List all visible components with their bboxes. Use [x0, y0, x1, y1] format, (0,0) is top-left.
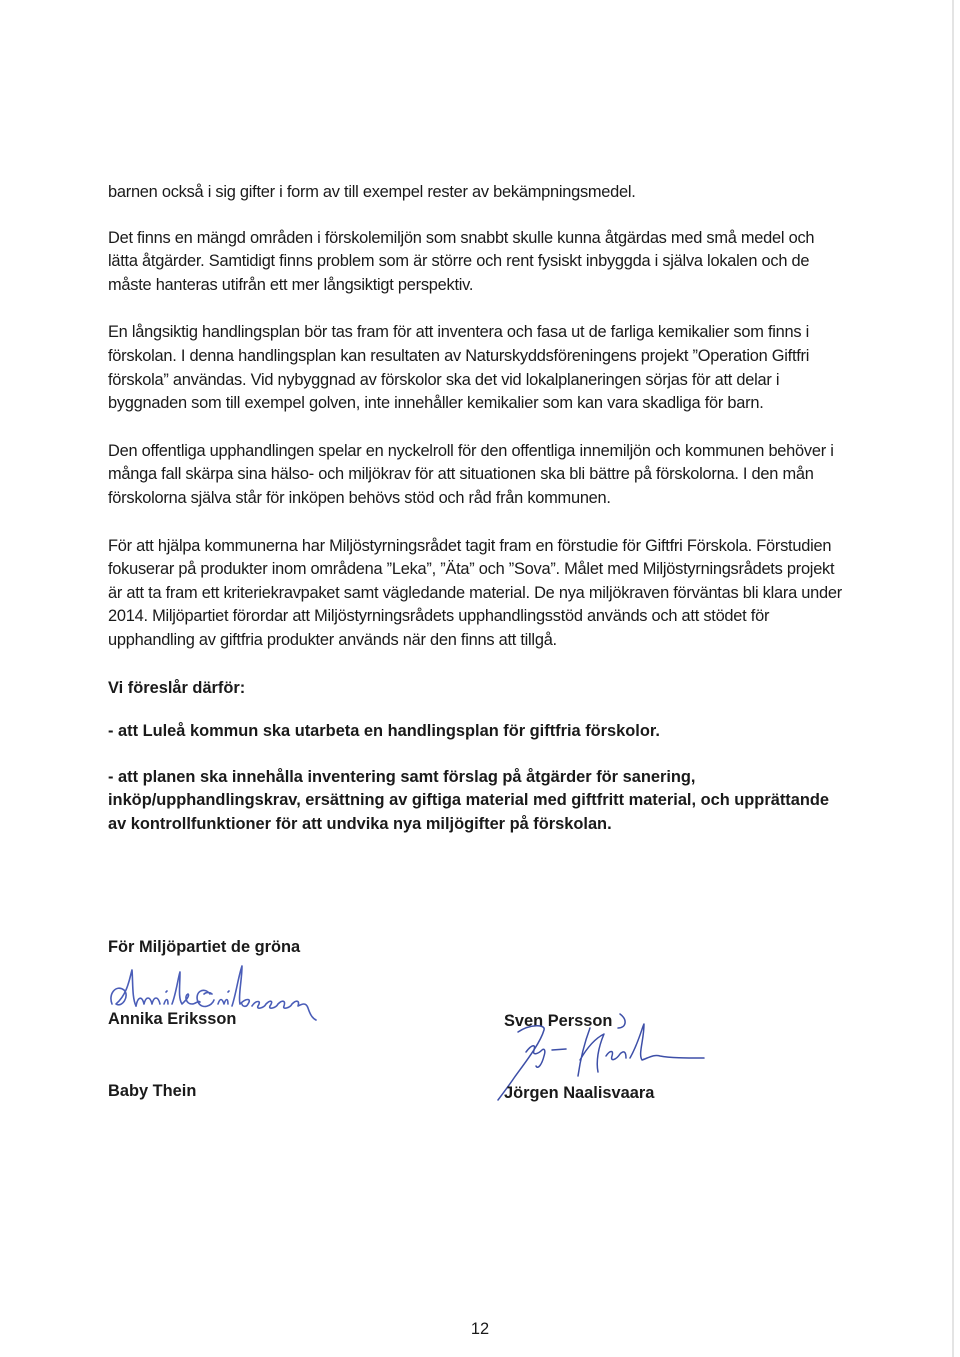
paragraph-1: barnen också i sig gifter i form av till exempel rester av bekämpningsmedel.	[108, 183, 636, 201]
signature-block	[108, 938, 848, 1138]
signer-sven-persson: Sven Persson	[504, 1012, 613, 1030]
signer-annika-eriksson: Annika Eriksson	[108, 1010, 237, 1028]
paragraph-4: Den offentliga upphandlingen spelar en nyckelroll för den offentliga innemiljön och kommunen behöver i många fall skärpa sina hälso- och miljökrav för att situationen ska bli bättre på förskolorna. I den mån förskolorna själva står för inköpen behövs stöd och råd från kommunen.	[108, 441, 834, 507]
party-name: För Miljöpartiet de gröna	[108, 938, 301, 956]
proposal-heading: Vi föreslår därför:	[108, 678, 246, 697]
scan-edge	[952, 0, 954, 1357]
page-number: 12	[470, 1320, 490, 1338]
document-body	[108, 181, 848, 858]
proposal-item-2: - att planen ska innehålla inventering samt förslag på åtgärder för sanering, inköp/upphandlingskrav, ersättning av giftiga material med giftfritt material, och upprättande av kontrollfunktioner för att undvika nya miljögifter på förskolan.	[108, 767, 829, 833]
paragraph-2: Det finns en mängd områden i förskolemiljön som snabbt skulle kunna åtgärdas med små medel och lätta åtgärder. Samtidigt finns problem som är större och rent fysiskt inbyggda i själva lokalen och de måste hanteras utifrån ett mer långsiktigt perspektiv.	[108, 228, 815, 294]
signer-jorgen-naalisvaara: Jörgen Naalisvaara	[504, 1084, 655, 1102]
paragraph-5: För att hjälpa kommunerna har Miljöstyrningsrådet tagit fram en förstudie för Giftfri Förskola. Förstudien fokuserar på produkter inom områdena ”Leka”, ”Äta” och ”Sova”. Målet med Miljöstyrningsrådets projekt är att ta fram ett kriteriekravpaket samt vägledande material. De nya miljökraven förväntas bli klara under 2014. Miljöpartiet förordar att Miljöstyrningsrådets upphandlingsstöd används och att stödet för upphandling av giftfria produkter används när den finns att tillgå.	[108, 536, 842, 649]
signer-baby-thein: Baby Thein	[108, 1082, 197, 1100]
proposal-item-1: - att Luleå kommun ska utarbeta en handlingsplan för giftfria förskolor.	[108, 722, 660, 741]
paragraph-3: En långsiktig handlingsplan bör tas fram för att inventera och fasa ut de farliga kemikalier som finns i förskolan. I denna handlingsplan kan resultaten av Naturskyddsföreningens projekt ”Operation Giftfri förskola” användas. Vid nybyggnad av förskolor ska det vid lokalplaneringen sörjas för att delar i byggnaden som till exempel golven, inte innehåller kemikalier som kan vara skadliga för barn.	[108, 323, 810, 413]
